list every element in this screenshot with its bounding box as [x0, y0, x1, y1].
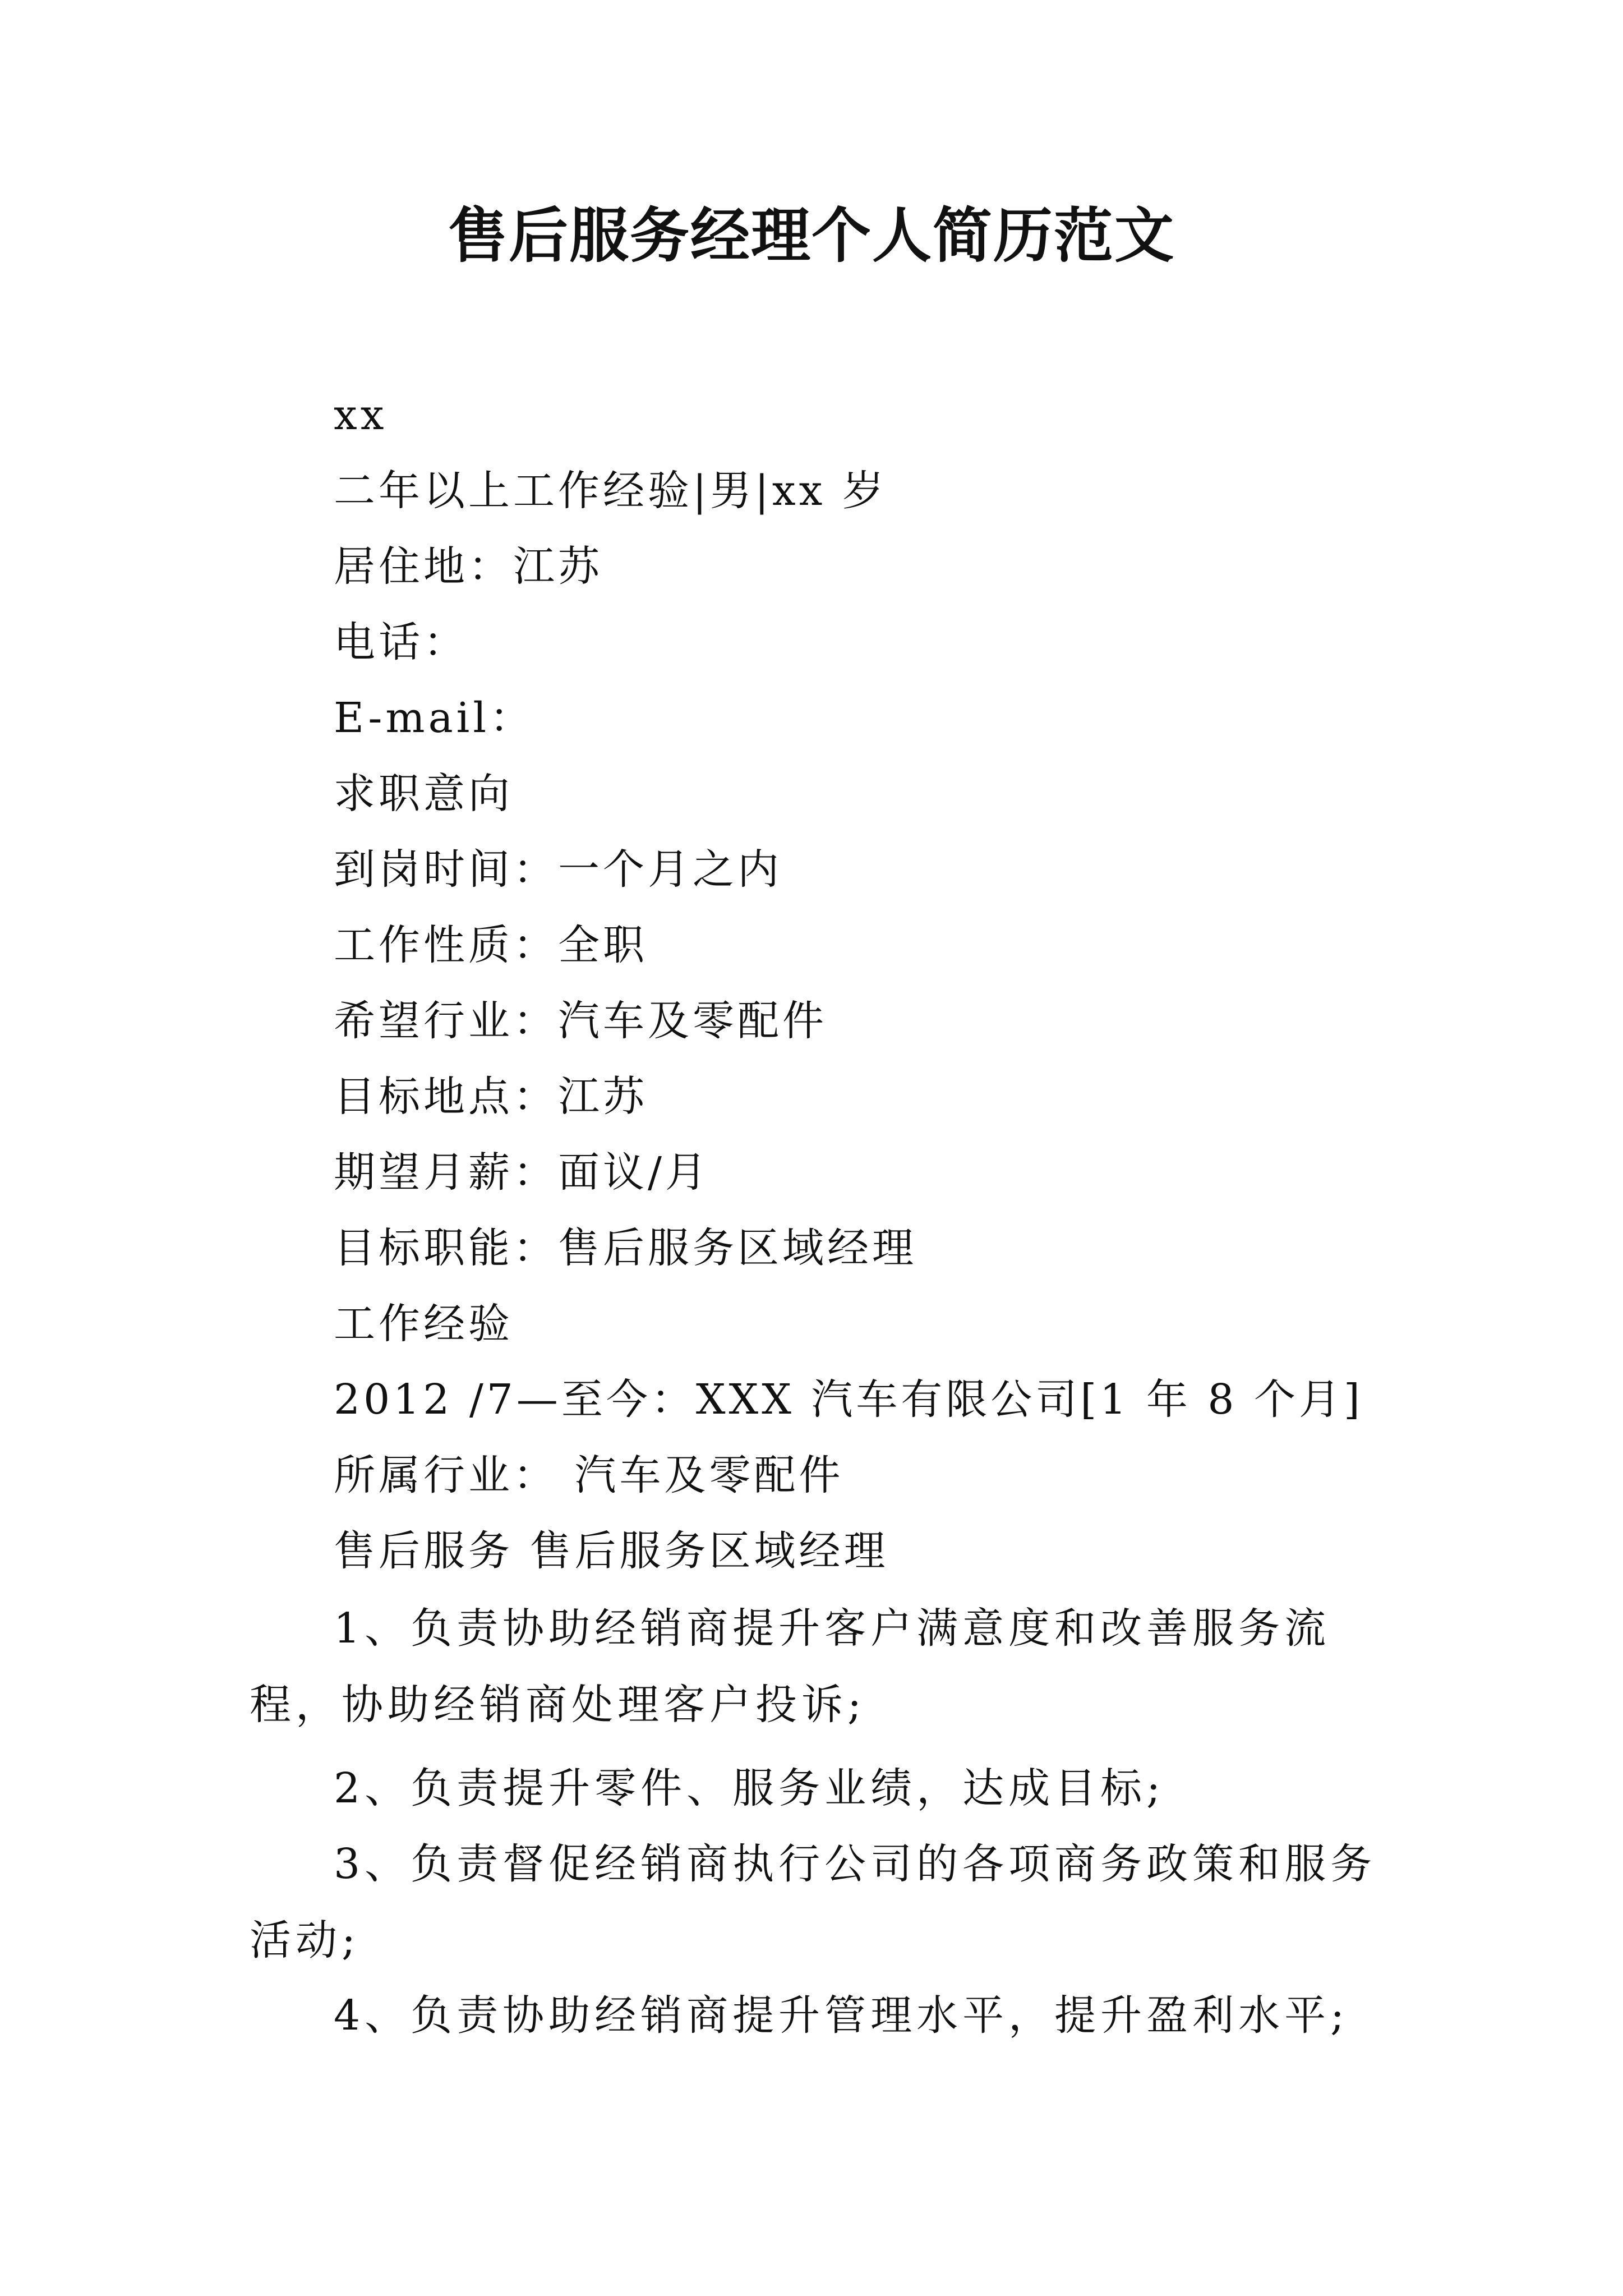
candidate-name: xx: [334, 391, 388, 439]
document-title: 售后服务经理个人简历范文: [448, 200, 1175, 270]
start-time: 到岗时间：一个月之内: [334, 845, 782, 894]
phone: 电话：: [334, 618, 468, 666]
experience-gender-age: 二年以上工作经验|男|xx 岁: [334, 467, 887, 515]
employment-position: 售后服务 售后服务区域经理: [334, 1527, 889, 1575]
section-heading-job-intention: 求职意向: [334, 770, 513, 818]
email: E-mail：: [334, 694, 535, 742]
section-heading-work-experience: 工作经验: [334, 1300, 513, 1348]
job-type: 工作性质：全职: [334, 921, 648, 969]
target-location: 目标地点：江苏: [334, 1073, 648, 1121]
duty-item: 3、负责督促经销商执行公司的各项商务政策和服务活动;: [250, 1840, 1377, 1964]
duty-item: 1、负责协助经销商提升客户满意度和改善服务流程，协助经销商处理客户投诉;: [250, 1604, 1331, 1729]
duty-item: 4、负责协助经销商提升管理水平，提升盈利水平;: [334, 1991, 1349, 2040]
target-function: 目标职能：售后服务区域经理: [334, 1224, 917, 1272]
employment-industry: 所属行业： 汽车及零配件: [334, 1451, 844, 1499]
expected-salary: 期望月薪：面议/月: [334, 1148, 710, 1197]
desired-industry: 希望行业：汽车及零配件: [334, 997, 827, 1045]
employment-period: 2012 /7—至今：XXX 汽车有限公司[1 年 8 个月]: [334, 1375, 1363, 1424]
residence: 居住地：江苏: [334, 542, 603, 591]
duty-item: 2、负责提升零件、服务业绩，达成目标;: [334, 1764, 1165, 1812]
